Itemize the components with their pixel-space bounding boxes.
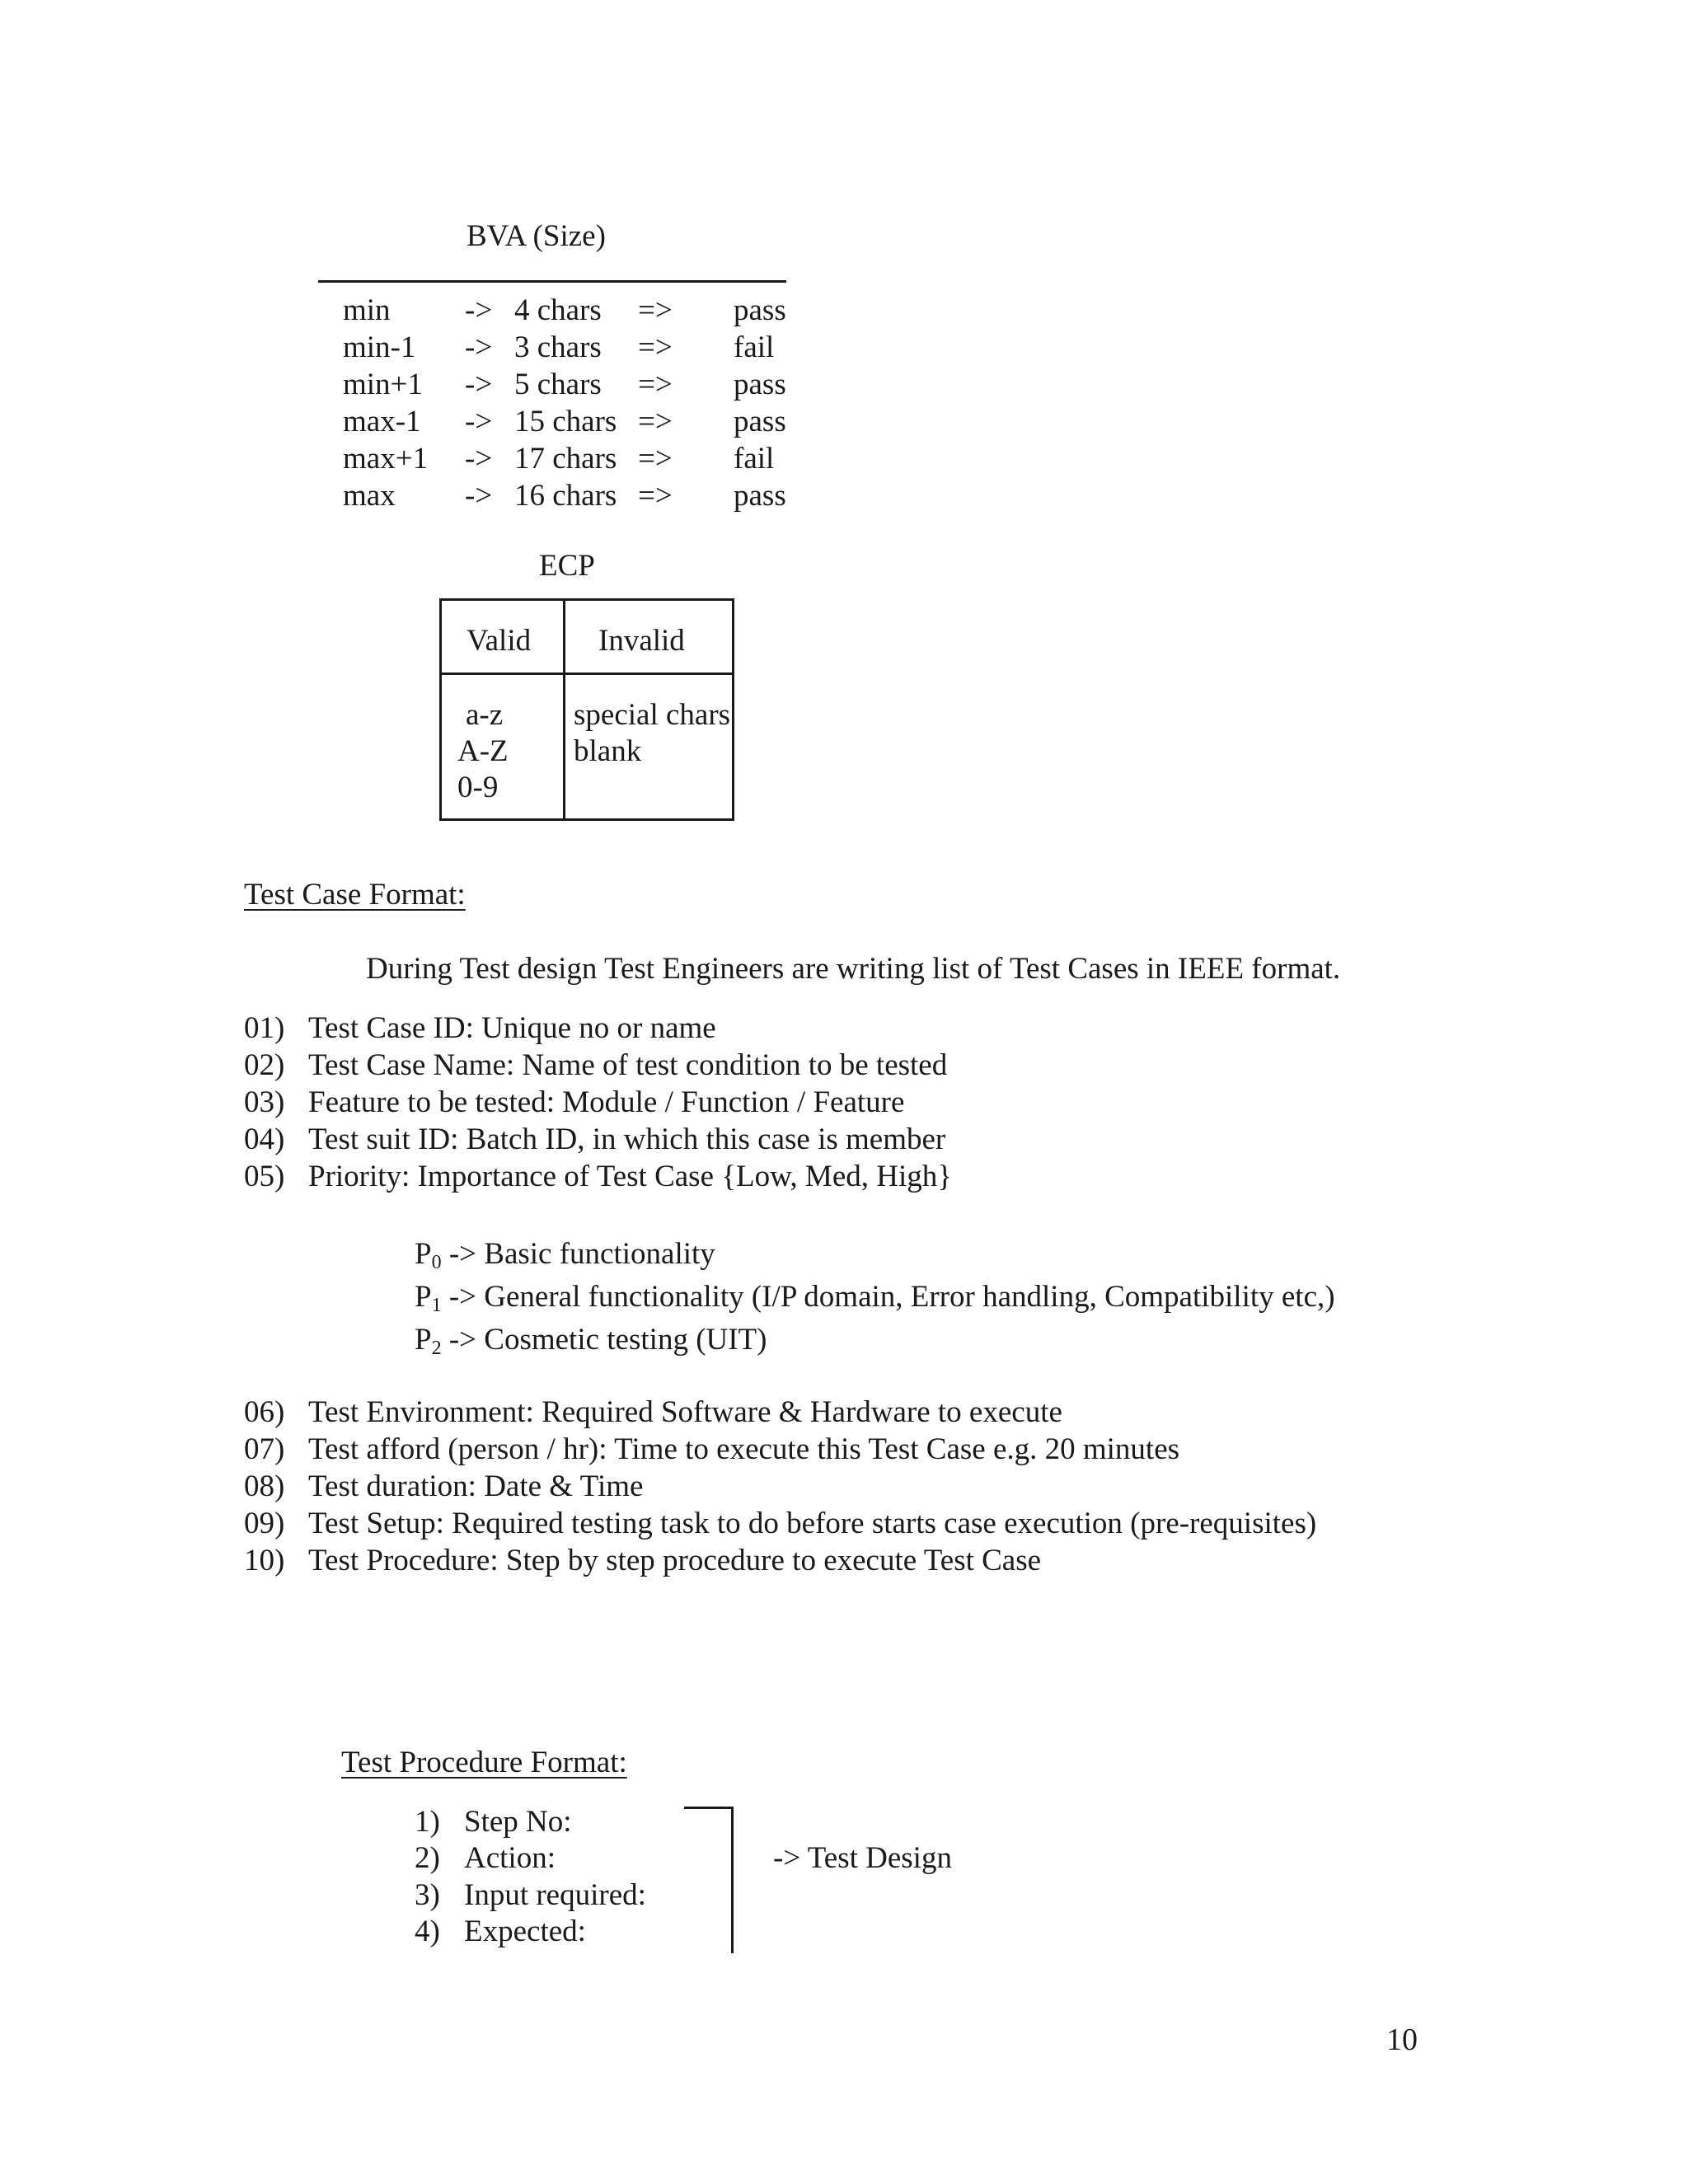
list-item-number: 03) xyxy=(244,1085,285,1119)
list-item-number: 07) xyxy=(244,1432,285,1466)
test-design-label: -> Test Design xyxy=(773,1841,952,1875)
priority-letter: P xyxy=(415,1237,432,1271)
ecp-header-invalid: Invalid xyxy=(598,624,685,658)
list-item-number: 01) xyxy=(244,1011,285,1045)
test-procedure-format-heading: Test Procedure Format: xyxy=(341,1746,627,1779)
bva-result: fail xyxy=(734,442,775,476)
priority-text: -> General functionality (I/P domain, Error handling, Compatibility etc,) xyxy=(441,1280,1335,1314)
ecp-invalid-item: blank xyxy=(574,734,642,768)
bva-row xyxy=(0,443,824,480)
procedure-step-number: 2) xyxy=(415,1841,440,1875)
list-item-text: Feature to be tested: Module / Function / Feature xyxy=(308,1085,905,1119)
ecp-valid-item: a-z xyxy=(466,698,504,732)
priority-subscript: 1 xyxy=(431,1295,442,1316)
bva-label: min+1 xyxy=(343,368,423,401)
ecp-valid-item: A-Z xyxy=(457,734,509,768)
bva-result: pass xyxy=(734,293,786,327)
bva-value: 17 chars xyxy=(514,442,617,476)
bva-value: 16 chars xyxy=(514,479,617,513)
bva-row xyxy=(0,369,824,406)
bva-label: min xyxy=(343,293,391,327)
bva-arrow: -> xyxy=(465,479,493,513)
list-item-text: Test afford (person / hr): Time to execute this Test Case e.g. 20 minutes xyxy=(308,1432,1180,1466)
bva-arrow: -> xyxy=(465,330,493,364)
bva-arrow: -> xyxy=(465,405,493,438)
bva-implies: => xyxy=(638,330,673,364)
procedure-step-number: 3) xyxy=(415,1878,440,1912)
bva-implies: => xyxy=(638,442,673,476)
list-item-text: Priority: Importance of Test Case {Low, Med, High} xyxy=(308,1160,953,1193)
procedure-step-number: 1) xyxy=(415,1805,440,1839)
list-item-number: 05) xyxy=(244,1160,285,1193)
bva-row xyxy=(0,406,824,443)
test-case-format-intro: During Test design Test Engineers are writing list of Test Cases in IEEE format. xyxy=(366,952,1341,986)
bva-result: pass xyxy=(734,368,786,401)
procedure-step-text: Action: xyxy=(464,1841,556,1875)
bva-row xyxy=(0,332,824,369)
list-item-text: Test Case ID: Unique no or name xyxy=(308,1011,716,1045)
bva-title: BVA (Size) xyxy=(467,219,606,253)
bva-implies: => xyxy=(638,479,673,513)
procedure-step-text: Input required: xyxy=(464,1878,646,1912)
procedure-step-text: Expected: xyxy=(464,1915,586,1948)
priority-subscript: 2 xyxy=(431,1338,442,1359)
bva-row xyxy=(0,295,824,332)
bva-arrow: -> xyxy=(465,442,493,476)
procedure-step-number: 4) xyxy=(415,1915,440,1948)
test-case-format-heading: Test Case Format: xyxy=(244,878,466,912)
bva-label: max+1 xyxy=(343,442,429,476)
list-item-text: Test Procedure: Step by step procedure to execute Test Case xyxy=(308,1544,1042,1577)
priority-subscript: 0 xyxy=(431,1252,442,1273)
bva-value: 15 chars xyxy=(514,405,617,438)
ecp-header-divider xyxy=(442,673,732,675)
bva-label: max-1 xyxy=(343,405,421,438)
bva-result: pass xyxy=(734,405,786,438)
list-item-text: Test duration: Date & Time xyxy=(308,1469,644,1503)
page-number: 10 xyxy=(1386,2022,1418,2057)
priority-item xyxy=(415,1324,767,1358)
list-item-text: Test Setup: Required testing task to do before starts case execution (pre-requisites) xyxy=(308,1507,1317,1540)
priority-item xyxy=(415,1282,1335,1315)
bracket-line xyxy=(684,1807,734,1953)
list-item-number: 10) xyxy=(244,1544,285,1577)
ecp-header-valid: Valid xyxy=(467,624,532,658)
ecp-invalid-item: special chars xyxy=(574,698,731,732)
bva-label: max xyxy=(343,479,396,513)
list-item-text: Test Case Name: Name of test condition to be tested xyxy=(308,1048,948,1082)
bva-arrow: -> xyxy=(465,368,493,401)
ecp-column-divider xyxy=(563,601,565,818)
priority-item xyxy=(415,1239,715,1272)
bva-implies: => xyxy=(638,405,673,438)
list-item-text: Test Environment: Required Software & Hardware to execute xyxy=(308,1395,1062,1429)
procedure-step-text: Step No: xyxy=(464,1805,572,1839)
bva-value: 3 chars xyxy=(514,330,602,364)
priority-letter: P xyxy=(415,1280,432,1314)
bva-implies: => xyxy=(638,293,673,327)
list-item-number: 08) xyxy=(244,1469,285,1503)
bva-label: min-1 xyxy=(343,330,416,364)
bva-row xyxy=(0,480,824,518)
bva-value: 4 chars xyxy=(514,293,602,327)
bva-result: pass xyxy=(734,479,786,513)
bva-value: 5 chars xyxy=(514,368,602,401)
ecp-table xyxy=(439,598,734,821)
bva-arrow: -> xyxy=(465,293,493,327)
bva-result: fail xyxy=(734,330,775,364)
list-item-number: 02) xyxy=(244,1048,285,1082)
bva-rule xyxy=(318,280,786,283)
list-item-number: 09) xyxy=(244,1507,285,1540)
bva-implies: => xyxy=(638,368,673,401)
list-item-text: Test suit ID: Batch ID, in which this case is member xyxy=(308,1122,946,1156)
list-item-number: 04) xyxy=(244,1122,285,1156)
priority-text: -> Basic functionality xyxy=(441,1237,715,1271)
ecp-title: ECP xyxy=(539,549,595,583)
list-item-number: 06) xyxy=(244,1395,285,1429)
priority-text: -> Cosmetic testing (UIT) xyxy=(441,1323,767,1357)
priority-letter: P xyxy=(415,1323,432,1357)
ecp-valid-item: 0-9 xyxy=(457,771,499,804)
